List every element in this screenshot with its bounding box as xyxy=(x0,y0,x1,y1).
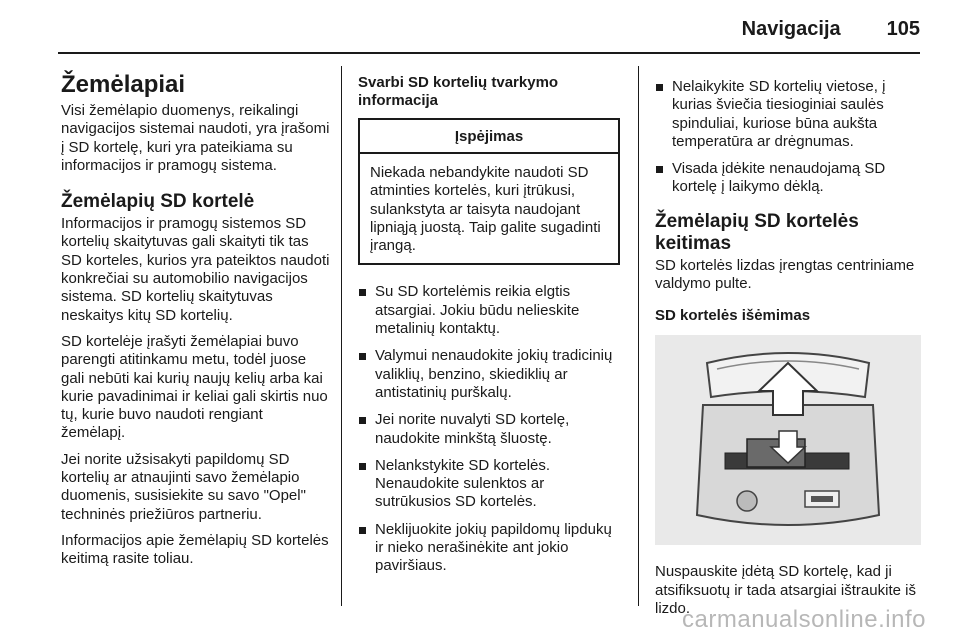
list-item: Valymui nenaudokite jokių tradicinių valiklių, benzino, skiediklių ar antistatinių purškalų. xyxy=(358,347,620,402)
figure-caption: Nuspauskite įdėtą SD kortelę, kad ji atsifiksuotų ir tada atsargiai ištraukite iš lizdo. xyxy=(655,563,916,617)
sd-slot-drawing xyxy=(655,335,921,545)
list-item: Nelaikykite SD kortelių vietose, į kurias šviečia tiesioginiai saulės spinduliai, kuriose būna aukšta temperatūra ar drėgnumas. xyxy=(655,78,923,151)
column-divider xyxy=(638,66,639,606)
list-item: Neklijuokite jokių papildomų lipdukų ir nieko nerašinėkite ant jokio paviršiaus. xyxy=(358,521,620,576)
paragraph: Informacijos apie žemėlapių SD kortelės keitimą rasite toliau. xyxy=(61,531,329,568)
header-rule xyxy=(58,52,920,54)
list-item: Jei norite nuvalyti SD kortelę, naudokite minkštą šluostę. xyxy=(358,411,620,448)
heading-card-removal: SD kortelės išėmimas xyxy=(655,307,811,325)
page-number: 105 xyxy=(886,18,920,40)
heading-card-replacement: Žemėlapių SD kortelės keitimas xyxy=(655,210,859,254)
heading-maps: Žemėlapiai xyxy=(61,71,186,98)
warning-box xyxy=(358,118,620,265)
sd-card-slot-illustration xyxy=(655,335,921,545)
column-left xyxy=(61,66,331,577)
paragraph: SD kortelės lizdas įrengtas centriniame valdymo pulte. xyxy=(655,256,915,293)
storage-list xyxy=(655,78,923,197)
column-right xyxy=(655,66,923,626)
heading-map-sd-card: Žemėlapių SD kortelė xyxy=(61,191,255,213)
warning-title: Įspėjimas xyxy=(360,120,618,154)
column-middle xyxy=(358,66,620,585)
paragraph: Jei norite užsisakyti papildomų SD kortelių ar atnaujinti savo žemėlapio duomenis, susisiekite su savo "Opel" techninės priežiūros partneriu. xyxy=(61,450,306,523)
list-item: Nelankstykite SD kortelės. Nenaudokite sulenktos ar sutrūkusios SD kortelės. xyxy=(358,457,620,512)
section-title: Navigacija xyxy=(741,18,841,40)
handling-list xyxy=(358,283,620,575)
column-divider xyxy=(341,66,342,606)
watermark: carmanualsonline.info xyxy=(682,606,926,633)
warning-text: Niekada nebandykite naudoti SD atminties kortelės, kuri įtrūkusi, sulankstyta ar taisyta naudojant lipniąją juostą. Taip galite sugadinti įrangą. xyxy=(370,164,601,255)
heading-handling-info: Svarbi SD kortelių tvarkymo informacija xyxy=(358,74,559,109)
paragraph-intro: Visi žemėlapio duomenys, reikalingi navigacijos sistemai naudoti, yra įrašomi į SD kortelę, kuri yra pateikiama su informacijos ir pramogų sistema. xyxy=(61,102,330,174)
list-item: Su SD kortelėmis reikia elgtis atsargiai. Jokiu būdu nelieskite metalinių kontaktų. xyxy=(358,283,620,338)
paragraph: Informacijos ir pramogų sistemos SD kortelių skaitytuvas gali skaityti tik tas SD korteles, kurios yra pateiktos naudoti konkrečiai su automobilio navigacijos sistema. SD kortelių skaitytuvas neskaitys kitų SD kortelių. xyxy=(61,215,330,324)
page-header xyxy=(742,18,920,41)
list-item: Visada įdėkite nenaudojamą SD kortelę į laikymo dėklą. xyxy=(655,160,923,197)
paragraph: SD kortelėje įrašyti žemėlapiai buvo parengti atitinkamu metu, todėl juose gali nebūti kai kurių naujų kelių arba kai kurie pavadinimai ir keliai gali skirtis nuo tų, kurie buvo naudoti rengiant žemėlapį. xyxy=(61,332,328,442)
